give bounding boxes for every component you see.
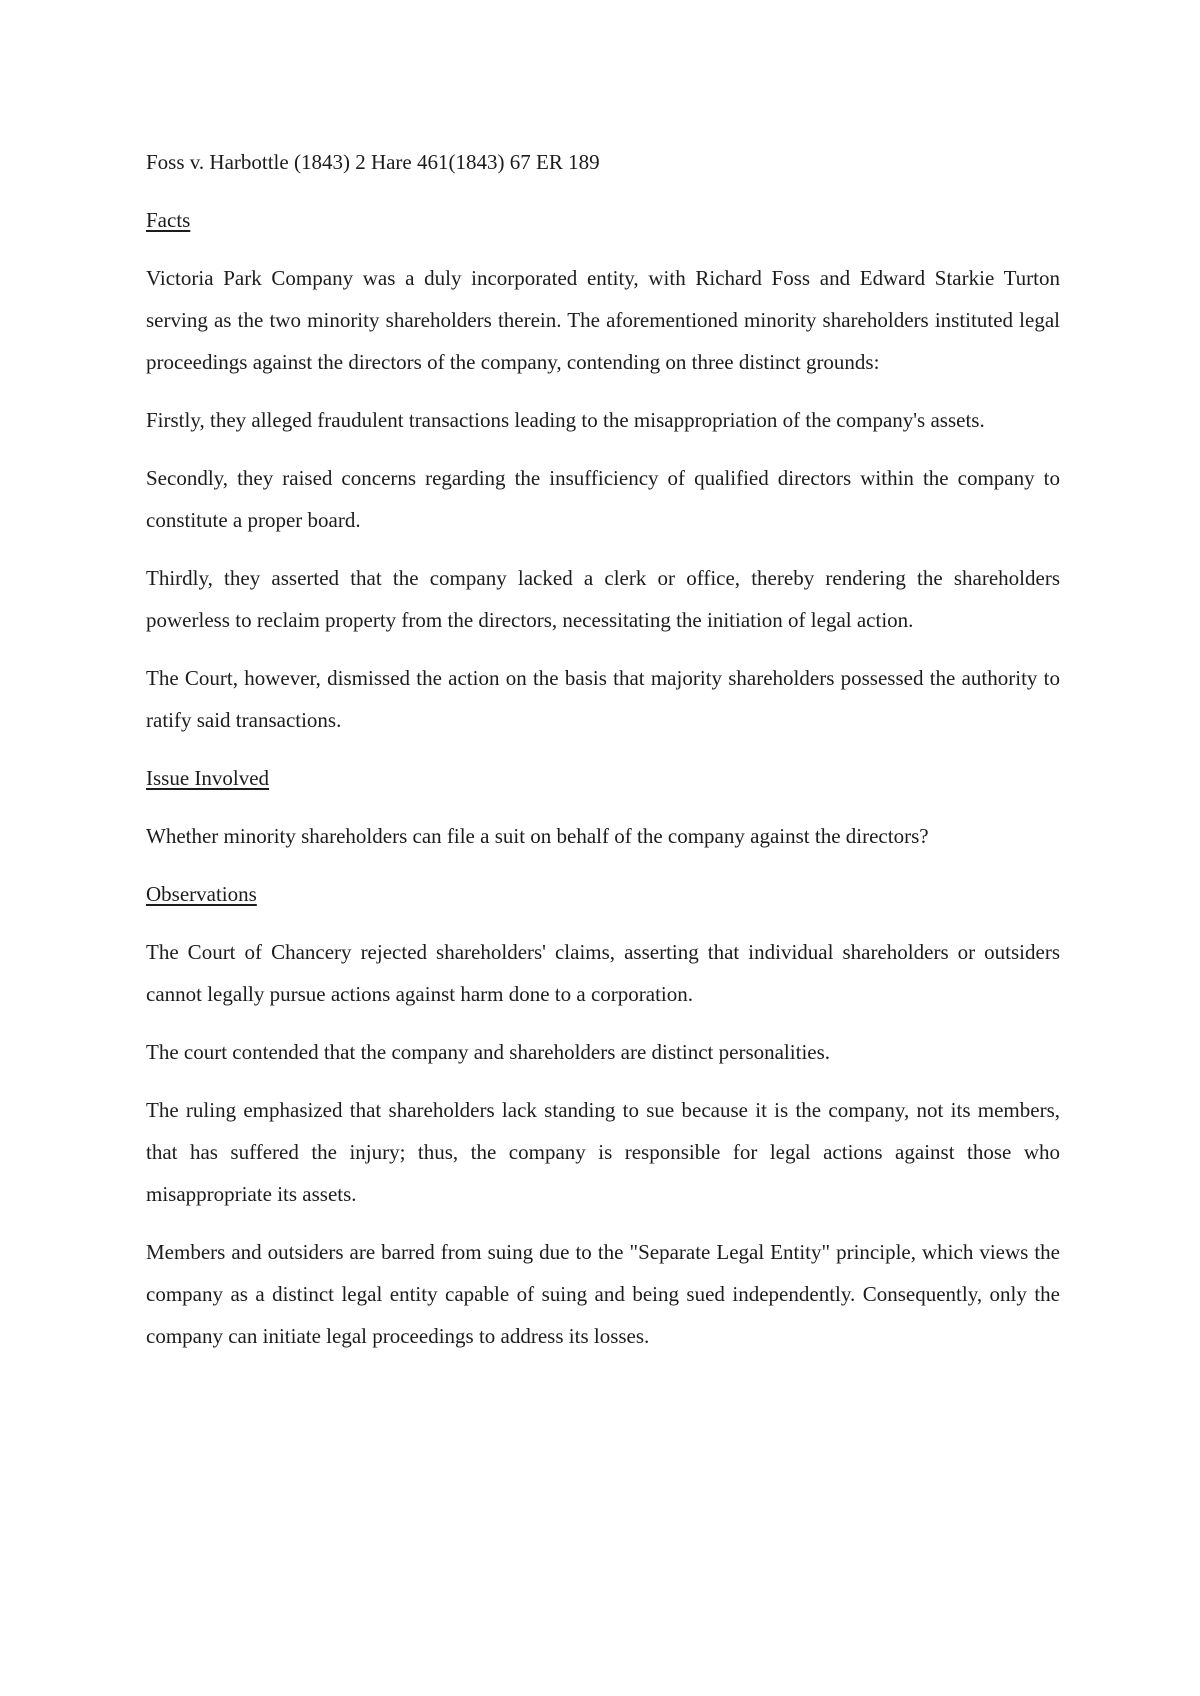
facts-heading: Facts <box>146 208 191 232</box>
observations-paragraph: Members and outsiders are barred from suing due to the "Separate Legal Entity" principle, which views the company as a distinct legal entity capable of suing and being sued independently. Consequently, only the company can initiate legal proceedings to address its losses. <box>146 1240 1060 1348</box>
observations-heading: Observations <box>146 882 257 906</box>
case-title: Foss v. Harbottle (1843) 2 Hare 461(1843) 67 ER 189 <box>146 150 600 174</box>
observations-paragraph: The ruling emphasized that shareholders lack standing to sue because it is the company, not its members, that has suffered the injury; thus, the company is responsible for legal actions against those who misappropriate its assets. <box>146 1098 1060 1206</box>
facts-paragraph: The Court, however, dismissed the action on the basis that majority shareholders possessed the authority to ratify said transactions. <box>146 666 1060 732</box>
facts-paragraph: Firstly, they alleged fraudulent transactions leading to the misappropriation of the company's assets. <box>146 408 985 432</box>
observations-paragraph: The court contended that the company and shareholders are distinct personalities. <box>146 1040 831 1064</box>
observations-paragraph: The Court of Chancery rejected shareholders' claims, asserting that individual shareholders or outsiders cannot legally pursue actions against harm done to a corporation. <box>146 940 1060 1006</box>
facts-paragraph: Secondly, they raised concerns regarding the insufficiency of qualified directors within the company to constitute a proper board. <box>146 466 1060 532</box>
document-page <box>146 141 1060 1373</box>
issue-paragraph: Whether minority shareholders can file a suit on behalf of the company against the directors? <box>146 824 929 848</box>
issue-heading: Issue Involved <box>146 766 270 790</box>
facts-paragraph: Victoria Park Company was a duly incorporated entity, with Richard Foss and Edward Starkie Turton serving as the two minority shareholders therein. The aforementioned minority shareholders instituted legal proceedings against the directors of the company, contending on three distinct grounds: <box>146 266 1060 374</box>
facts-paragraph: Thirdly, they asserted that the company lacked a clerk or office, thereby rendering the shareholders powerless to reclaim property from the directors, necessitating the initiation of legal action. <box>146 566 1060 632</box>
